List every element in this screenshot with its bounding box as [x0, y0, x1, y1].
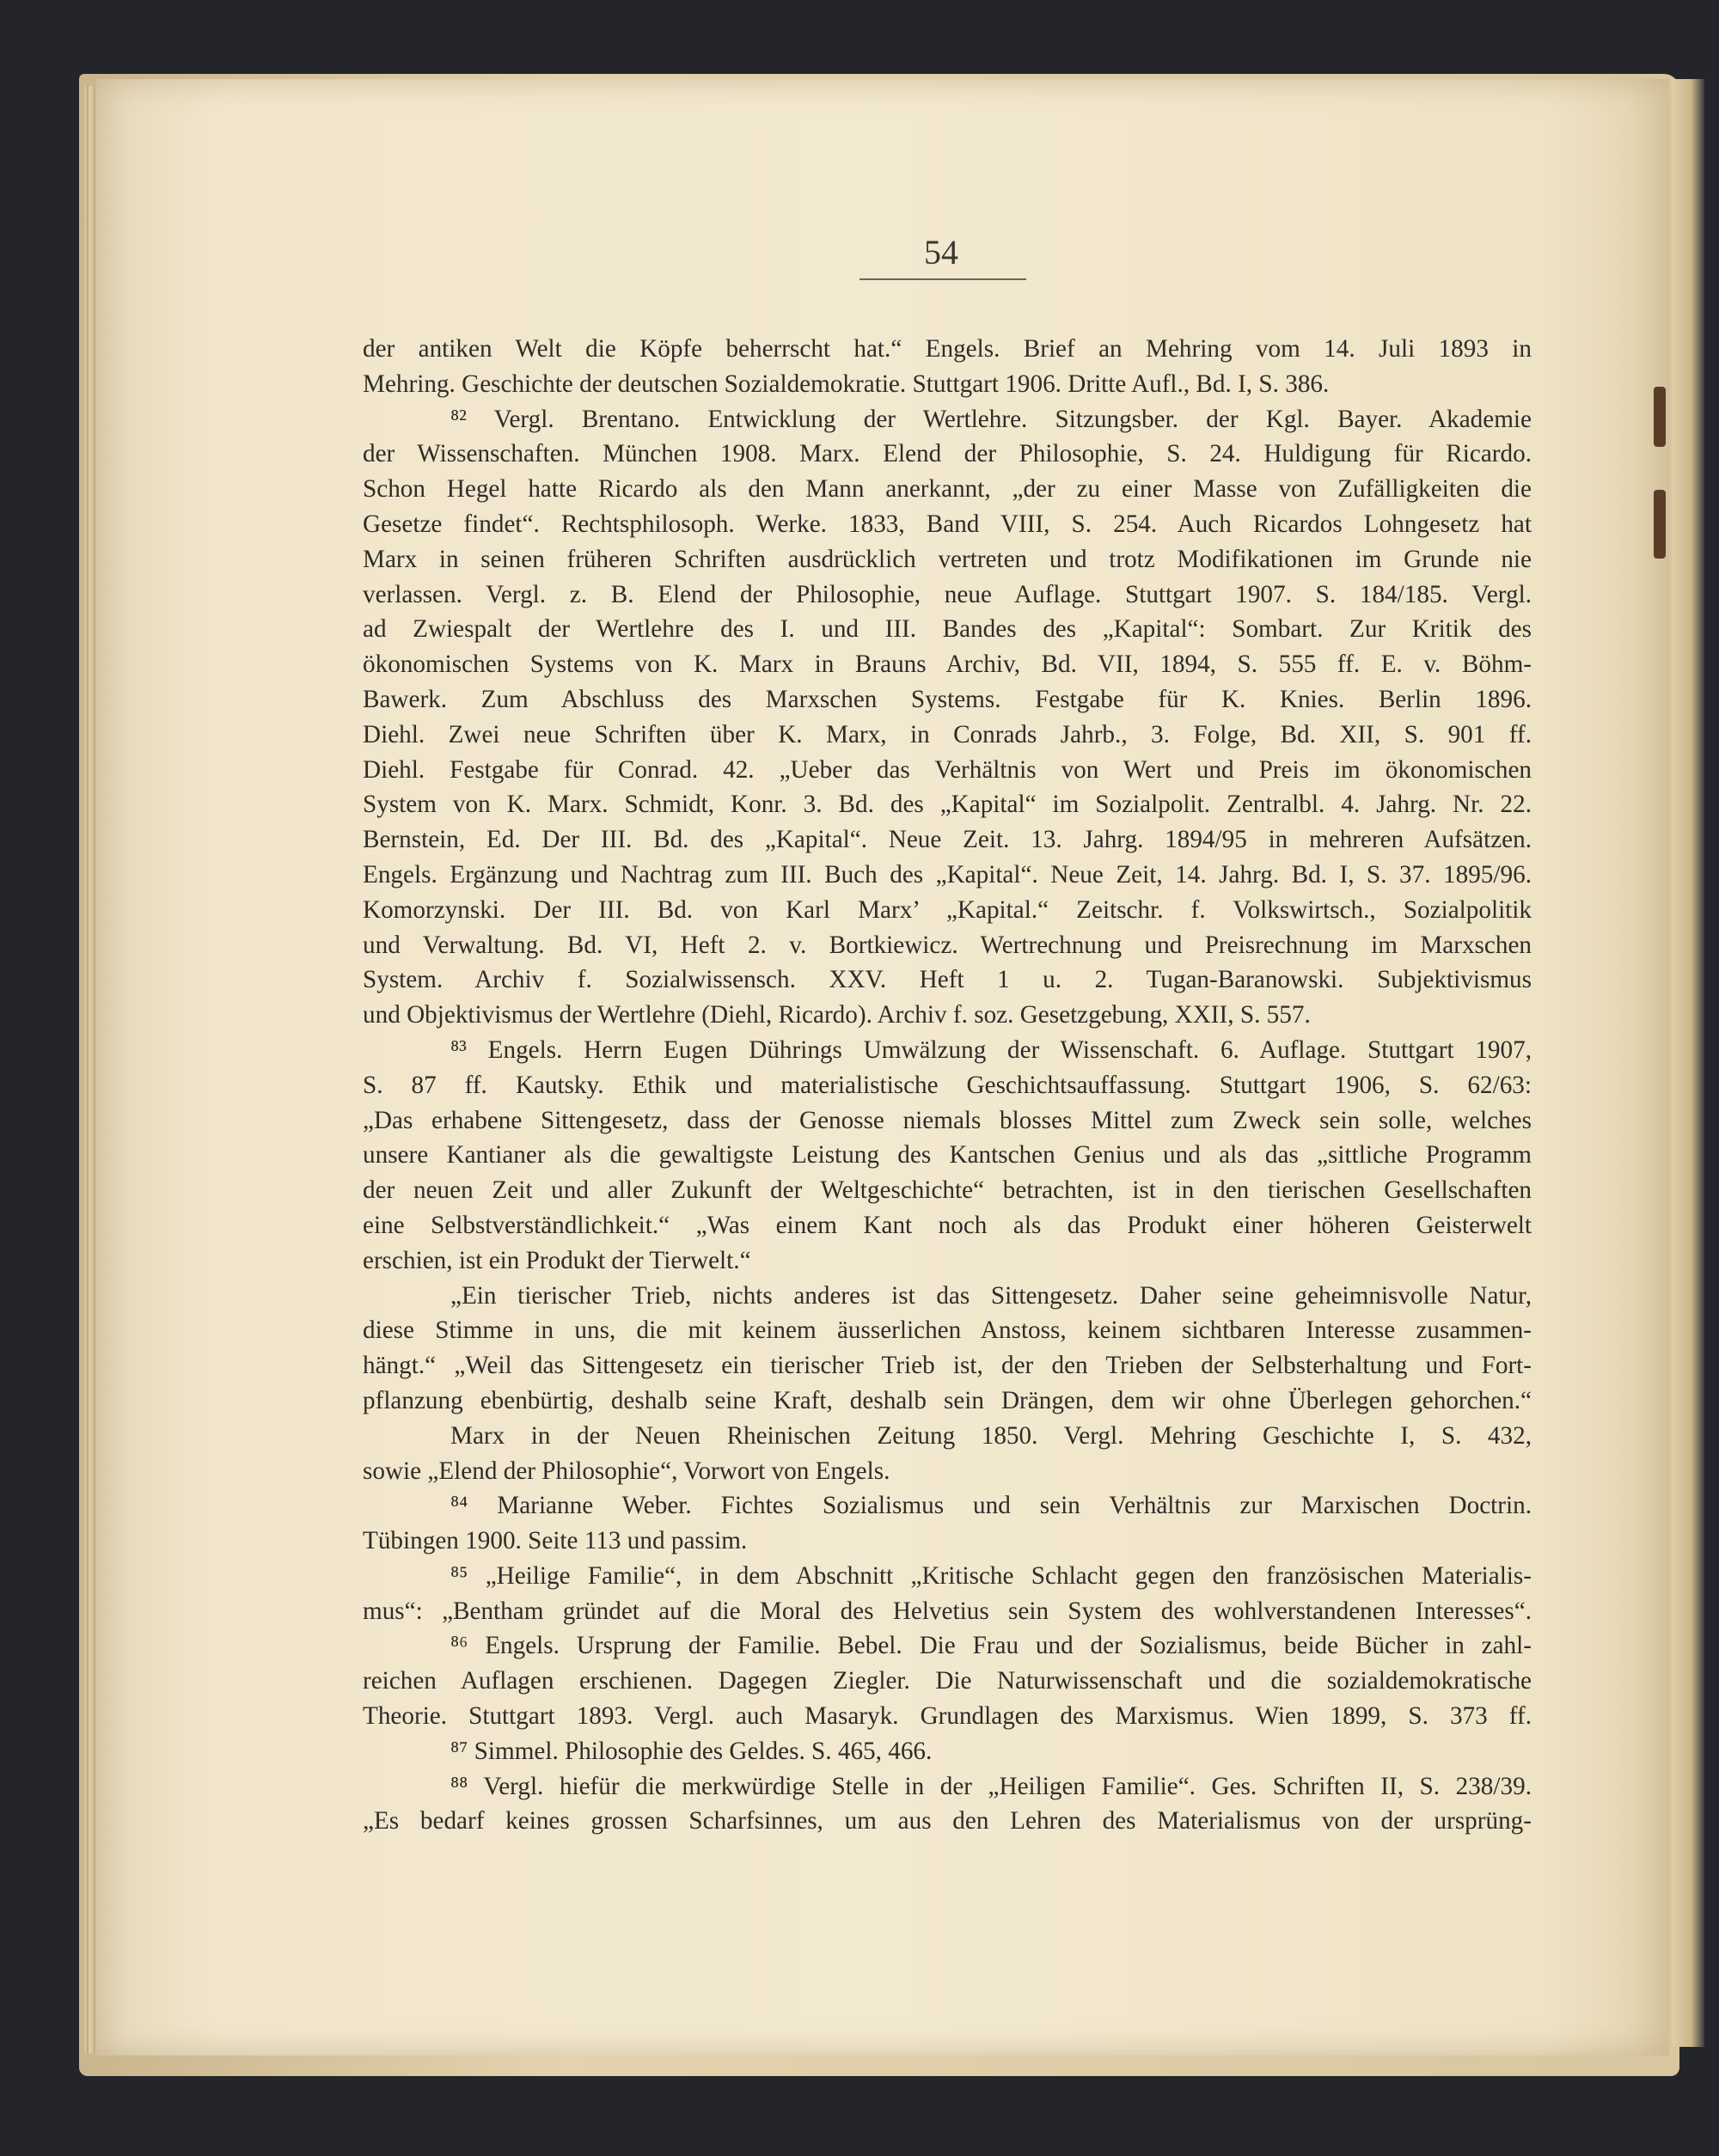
text-line: „Das erhabene Sittengesetz, dass der Genosse niemals blosses Mittel zum Zweck sein solle, welches: [363, 1106, 1532, 1134]
page-number-container: [774, 232, 1109, 272]
text-line: verlassen. Vergl. z. B. Elend der Philosophie, neue Auflage. Stuttgart 1907. S. 184/185. Vergl.: [363, 580, 1532, 608]
page-number: 54: [924, 233, 958, 272]
text-line: ad Zwiespalt der Wertlehre des I. und III. Bandes des „Kapital“: Sombart. Zur Kritik des: [363, 615, 1532, 644]
text-line: „Ein tierischer Trieb, nichts anderes ist das Sittengesetz. Daher seine geheimnisvolle Natur,: [450, 1281, 1532, 1310]
text-line: reichen Auflagen erschienen. Dagegen Ziegler. Die Naturwissenschaft und die sozialdemokratische: [363, 1667, 1532, 1695]
page-right-edge: [1672, 79, 1704, 2047]
text-line: Schon Hegel hatte Ricardo als den Mann anerkannt, „der zu einer Masse von Zufälligkeiten die: [363, 475, 1532, 504]
text-line: ökonomischen Systems von K. Marx in Brauns Archiv, Bd. VII, 1894, S. 555 ff. E. v. Böhm-: [363, 650, 1532, 679]
text-line: ⁸⁵ „Heilige Familie“, in dem Abschnitt „Kritische Schlacht gegen den französischen Materialis-: [450, 1561, 1532, 1590]
text-line: Bernstein, Ed. Der III. Bd. des „Kapital“. Neue Zeit. 13. Jahrg. 1894/95 in mehreren Aufsätzen.: [363, 826, 1532, 854]
text-line: pflanzung ebenbürtig, deshalb seine Kraft, deshalb sein Drängen, dem wir ohne Überlegen gehorchen.“: [363, 1386, 1532, 1414]
text-line: Gesetze findet“. Rechtsphilosoph. Werke. 1833, Band VIII, S. 254. Auch Ricardos Lohngesetz hat: [363, 510, 1532, 538]
text-line: ⁸⁴ Marianne Weber. Fichtes Sozialismus und sein Verhältnis zur Marxischen Doctrin.: [450, 1492, 1532, 1520]
text-line: ⁸⁸ Vergl. hiefür die merkwürdige Stelle in der „Heiligen Familie“. Ges. Schriften II, S. 238/39.: [450, 1772, 1532, 1800]
text-line: und Verwaltung. Bd. VI, Heft 2. v. Bortkiewicz. Wertrechnung und Preisrechnung im Marxschen: [363, 931, 1532, 959]
text-line: der neuen Zeit und aller Zukunft der Weltgeschichte“ betrachten, ist in den tierischen Gesellschaften: [363, 1176, 1532, 1205]
text-line: System von K. Marx. Schmidt, Konr. 3. Bd. des „Kapital“ im Sozialpolit. Zentralbl. 4. Jahrg. Nr. 22.: [363, 791, 1532, 819]
text-line: der antiken Welt die Köpfe beherrscht hat.“ Engels. Brief an Mehring vom 14. Juli 1893 in: [363, 335, 1532, 363]
text-line: ⁸² Vergl. Brentano. Entwicklung der Wertlehre. Sitzungsber. der Kgl. Bayer. Akademie: [450, 405, 1532, 433]
text-line: ⁸⁷ Simmel. Philosophie des Geldes. S. 465, 466.: [450, 1737, 933, 1765]
text-line: System. Archiv f. Sozialwissensch. XXV. Heft 1 u. 2. Tugan-Baranowski. Subjektivismus: [363, 966, 1532, 994]
text-line: hängt.“ „Weil das Sittengesetz ein tierischer Trieb ist, der den Trieben der Selbsterhaltung und Fort-: [363, 1352, 1532, 1380]
text-line: Diehl. Festgabe für Conrad. 42. „Ueber das Verhältnis von Wert und Preis im ökonomischen: [363, 755, 1532, 784]
text-line: sowie „Elend der Philosophie“, Vorwort von Engels.: [363, 1457, 890, 1485]
paper-tear-mark: [1654, 490, 1666, 559]
text-line: S. 87 ff. Kautsky. Ethik und materialistische Geschichtsauffassung. Stuttgart 1906, S. 62/63:: [363, 1071, 1532, 1099]
text-line: „Es bedarf keines grossen Scharfsinnes, um aus den Lehren des Materialismus von der ursprüng-: [363, 1807, 1532, 1835]
text-line: Tübingen 1900. Seite 113 und passim.: [363, 1527, 748, 1555]
text-line: ⁸⁶ Engels. Ursprung der Familie. Bebel. Die Frau und der Sozialismus, beide Bücher in zahl-: [450, 1632, 1532, 1660]
paper-tear-mark: [1654, 387, 1666, 447]
text-line: Bawerk. Zum Abschluss des Marxschen Systems. Festgabe für K. Knies. Berlin 1896.: [363, 685, 1532, 713]
text-line: der Wissenschaften. München 1908. Marx. Elend der Philosophie, S. 24. Huldigung für Ricardo.: [363, 440, 1532, 468]
text-line: eine Selbstverständlichkeit.“ „Was einem Kant noch als das Produkt einer höheren Geisterwelt: [363, 1211, 1532, 1239]
footnote-text-block: [363, 332, 1532, 1839]
text-line: Marx in der Neuen Rheinischen Zeitung 1850. Vergl. Mehring Geschichte I, S. 432,: [450, 1421, 1532, 1450]
text-line: erschien, ist ein Produkt der Tierwelt.“: [363, 1246, 751, 1274]
text-line: Komorzynski. Der III. Bd. von Karl Marx’ „Kapital.“ Zeitschr. f. Volkswirtsch., Sozialpolitik: [363, 895, 1532, 924]
text-line: und Objektivismus der Wertlehre (Diehl, Ricardo). Archiv f. soz. Gesetzgebung, XXII, S. 557.: [363, 1001, 1311, 1029]
text-line: Theorie. Stuttgart 1893. Vergl. auch Masaryk. Grundlagen des Marxismus. Wien 1899, S. 373 ff.: [363, 1702, 1532, 1731]
text-line: Diehl. Zwei neue Schriften über K. Marx, in Conrads Jahrb., 3. Folge, Bd. XII, S. 901 ff.: [363, 720, 1532, 748]
text-line: Mehring. Geschichte der deutschen Sozialdemokratie. Stuttgart 1906. Dritte Aufl., Bd. I, S. 386.: [363, 370, 1330, 398]
text-line: unsere Kantianer als die gewaltigste Leistung des Kantschen Genius und als das „sittliche Programm: [363, 1141, 1532, 1170]
text-line: Engels. Ergänzung und Nachtrag zum III. Buch des „Kapital“. Neue Zeit, 14. Jahrg. Bd. I, S. 37. 1895/96.: [363, 860, 1532, 889]
text-line: diese Stimme in uns, die mit keinem äusserlichen Anstoss, keinem sichtbaren Interesse zusammen-: [363, 1316, 1532, 1345]
header-rule: [860, 278, 1026, 280]
text-line: mus“: „Bentham gründet auf die Moral des Helvetius sein System des wohlverstandenen Interesses“.: [363, 1597, 1532, 1625]
text-line: Marx in seinen früheren Schriften ausdrücklich vertreten und trotz Modifikationen im Grunde nie: [363, 545, 1532, 573]
text-line: ⁸³ Engels. Herrn Eugen Dührings Umwälzung der Wissenschaft. 6. Auflage. Stuttgart 1907,: [450, 1035, 1532, 1064]
